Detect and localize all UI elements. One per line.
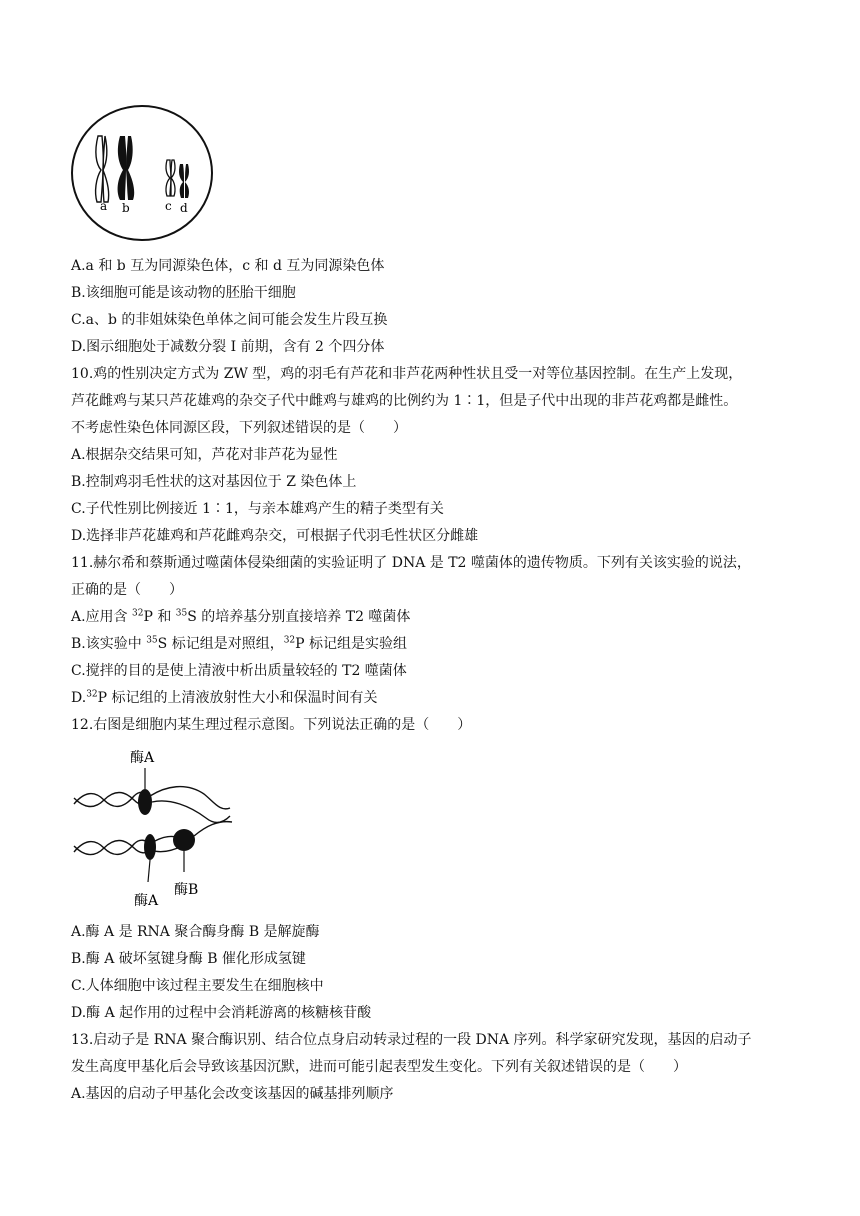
q11-stem-line-2: 正确的是（ ） bbox=[71, 582, 183, 598]
enzyme-b-label: 酶B bbox=[174, 882, 199, 898]
label-d: d bbox=[180, 201, 188, 215]
q12-option-c: C.人体细胞中该过程主要发生在细胞核中 bbox=[71, 978, 324, 994]
cell-chromosome-figure bbox=[70, 104, 214, 242]
q11-option-d: D.$^{32}$P 标记组的上清液放射性大小和保温时间有关 bbox=[71, 689, 378, 706]
q13-stem-line-1: 13.启动子是 RNA 聚合酶识别、结合位点身启动转录过程的一段 DNA 序列。科学家研究发现，基因的启动子 bbox=[71, 1032, 752, 1048]
chromosome-b bbox=[118, 136, 135, 200]
q13-stem-line-2: 发生高度甲基化后会导致该基因沉默，进而可能引起表型发生变化。下列有关叙述错误的是（ ） bbox=[71, 1059, 687, 1075]
q13-option-a: A.基因的启动子甲基化会改变该基因的碱基排列顺序 bbox=[71, 1086, 394, 1102]
q10-option-c: C.子代性别比例接近 1∶1，与亲本雄鸡产生的精子类型有关 bbox=[71, 501, 444, 517]
q12-option-b: B.酶 A 破坏氢键身酶 B 催化形成氢键 bbox=[71, 951, 306, 967]
q10-option-b: B.控制鸡羽毛性状的这对基因位于 Z 染色体上 bbox=[71, 474, 357, 490]
q11-option-c: C.搅拌的目的是使上清液中析出质量较轻的 T2 噬菌体 bbox=[71, 663, 407, 679]
q9-option-b: B.该细胞可能是该动物的胚胎干细胞 bbox=[71, 285, 296, 301]
q12-stem: 12.右图是细胞内某生理过程示意图。下列说法正确的是（ ） bbox=[71, 717, 472, 733]
q11-stem-line-1: 11.赫尔希和蔡斯通过噬菌体侵染细菌的实验证明了 DNA 是 T2 噬菌体的遗传物质。下列有关该实验的说法， bbox=[71, 555, 751, 571]
q12-option-d: D.酶 A 起作用的过程中会消耗游离的核糖核苷酸 bbox=[71, 1005, 372, 1021]
chromosome-a bbox=[96, 136, 109, 202]
label-a: a bbox=[100, 199, 108, 213]
enzyme-b bbox=[173, 829, 195, 851]
q10-option-a: A.根据杂交结果可知，芦花对非芦花为显性 bbox=[71, 447, 338, 463]
chromosome-c bbox=[166, 160, 175, 196]
chromosome-d bbox=[179, 164, 189, 198]
q9-option-a: A.a 和 b 互为同源染色体，c 和 d 互为同源染色体 bbox=[71, 258, 385, 274]
enzyme-a-top-label: 酶A bbox=[130, 750, 155, 766]
q11-option-b: B.该实验中 $^{35}$S 标记组是对照组，$^{32}$P 标记组是实验组 bbox=[71, 635, 408, 652]
q9-option-d: D.图示细胞处于减数分裂 I 前期，含有 2 个四分体 bbox=[71, 339, 385, 355]
q12-option-a: A.酶 A 是 RNA 聚合酶身酶 B 是解旋酶 bbox=[71, 924, 320, 940]
q10-stem-line-2: 芦花雌鸡与某只芦花雄鸡的杂交子代中雌鸡与雄鸡的比例约为 1∶1，但是子代中出现的非芦花鸡都是雌性。 bbox=[71, 393, 738, 409]
enzyme-a-top bbox=[138, 789, 152, 815]
q10-option-d: D.选择非芦花雄鸡和芦花雌鸡杂交，可根据子代羽毛性状区分雌雄 bbox=[71, 528, 479, 544]
enzyme-a-bottom bbox=[144, 834, 156, 860]
label-b: b bbox=[122, 201, 130, 215]
q10-stem-line-3: 不考虑性染色体同源区段，下列叙述错误的是（ ） bbox=[71, 420, 407, 436]
q11-option-a: A.应用含 $^{32}$P 和 $^{35}$S 的培养基分别直接培养 T2 噬菌体 bbox=[71, 608, 411, 625]
upper-dna-strands bbox=[74, 787, 230, 823]
q10-stem-line-1: 10.鸡的性别决定方式为 ZW 型，鸡的羽毛有芦花和非芦花两种性状且受一对等位基因控制。在生产上发现， bbox=[71, 366, 743, 382]
dna-enzyme-figure bbox=[70, 742, 240, 914]
q9-option-c: C.a、b 的非姐妹染色单体之间可能会发生片段互换 bbox=[71, 312, 388, 328]
label-c: c bbox=[165, 199, 172, 213]
enzyme-a-bottom-label: 酶A bbox=[134, 893, 159, 909]
